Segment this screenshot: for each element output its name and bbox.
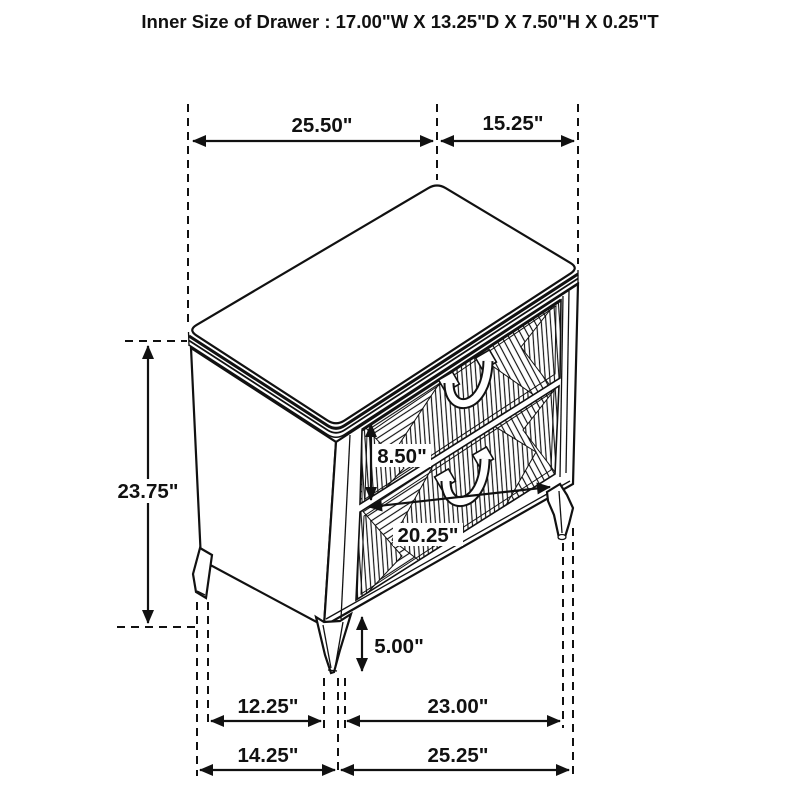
svg-text:15.25": 15.25" [482, 112, 544, 135]
svg-text:25.50": 25.50" [291, 114, 353, 137]
svg-text:25.25": 25.25" [427, 744, 489, 767]
svg-text:8.50": 8.50" [377, 445, 427, 468]
svg-text:5.00": 5.00" [374, 635, 424, 658]
dim-top-depth-label [478, 111, 548, 135]
svg-text:23.75": 23.75" [117, 480, 179, 503]
nightstand-drawing [189, 186, 612, 673]
dim-top-width-label [287, 113, 357, 137]
leg-front-right [547, 484, 573, 540]
dim-height-label [110, 479, 186, 503]
diagram-title: Inner Size of Drawer : 17.00"W X 13.25"D X 7.50"H X 0.25"T [141, 11, 659, 32]
svg-text:12.25": 12.25" [237, 695, 299, 718]
svg-text:14.25": 14.25" [237, 744, 299, 767]
dim-drawer-width-label [393, 523, 463, 547]
svg-text:20.25": 20.25" [397, 524, 459, 547]
dim-leg-height-label [371, 634, 427, 658]
dim-leg-depth-label [233, 694, 303, 718]
svg-text:23.00": 23.00" [427, 695, 489, 718]
leg-front [316, 614, 351, 673]
dim-drawer-height-label [373, 444, 431, 468]
dim-base-width-label [423, 743, 493, 767]
leg-rear-left [193, 548, 212, 598]
dim-base-depth-label [233, 743, 303, 767]
dim-leg-width-label [423, 694, 493, 718]
